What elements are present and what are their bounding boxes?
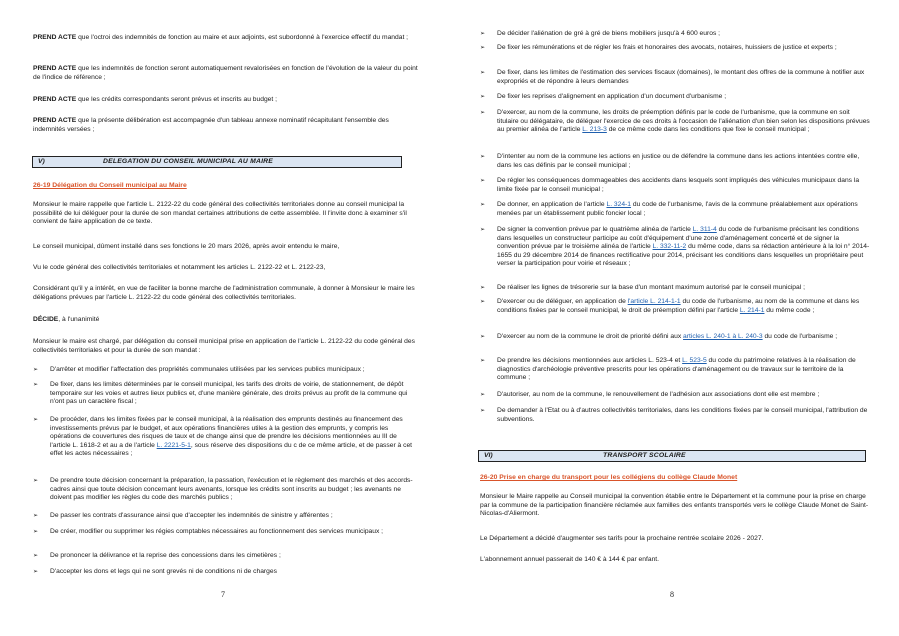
intro-paragraph: Monsieur le maire est chargé, par délégation du conseil municipal prise en application de l'article L. 2122-22 du code général des collectivités territoriales et pour la durée de son mandat : (33, 338, 415, 354)
law-link[interactable]: l'article L. 214-1-1 (627, 298, 681, 305)
list-item: ➢ De réaliser les lignes de trésorerie sur la base d'un montant maximum autorisé par le conseil municipal ; (480, 284, 805, 291)
list-item: ➢ D'accepter les dons et legs qui ne sont grevés ni de conditions ni de charges (33, 568, 277, 575)
list-item: ➢ D'arrêter et modifier l'affectation des propriétés communales utilisées par les services publics municipaux ; (33, 366, 365, 373)
list-item: ➢ De régler les conséquences dommageables des accidents dans lesquels sont impliqués des véhicules municipaux dans la limite fixée par le conseil municipal ; (480, 177, 860, 193)
bullet-arrow-icon: ➢ (480, 45, 486, 51)
list-item: ➢ De fixer les rémunérations et de régler les frais et honoraires des avocats, notaires, huissiers de justice et experts ; (480, 44, 837, 51)
list-item: ➢ De signer la convention prévue par le quatrième alinéa de l'article L. 311-4 du code de l'urbanisme précisant les conditions dans lesquelles un constructeur participe au coût d'équipement d'une zone d'aménagement concerté et de signer la convention prévue par le troisième alinéa de l'article L. 332-11-2 du même code, dans sa rédaction antérieure à la loi n° 2014-1655 du 29 décembre 2014 de finances rectificative pour 2014, précisant les conditions dans lesquelles un propriétaire peut verser la participation pour voirie et réseaux ; (480, 226, 870, 268)
bullet-arrow-icon: ➢ (480, 285, 486, 291)
list-item: ➢ D'exercer au nom de la commune le droit de priorité défini aux articles L. 240-1 à L. 240-3 du code de l'urbanisme ; (480, 333, 838, 340)
decide-line: DÉCIDE, à l'unanimité (33, 316, 100, 323)
list-item: ➢ De décider l'aliénation de gré à gré de biens mobiliers jusqu'à 4 600 euros ; (480, 30, 721, 37)
section-header-delegation (32, 156, 402, 168)
bullet-arrow-icon: ➢ (33, 367, 39, 373)
bullet-arrow-icon: ➢ (480, 202, 486, 208)
page-number: 7 (221, 590, 225, 599)
section-title: TRANSPORT SCOLAIRE (603, 452, 686, 459)
list-item: ➢ De créer, modifier ou supprimer les régies comptables nécessaires au fonctionnement des services municipaux ; (33, 528, 384, 535)
bullet-arrow-icon: ➢ (480, 358, 486, 364)
bullet-arrow-icon: ➢ (480, 227, 486, 233)
law-link[interactable]: L. 214-1 (739, 306, 765, 314)
bullet-arrow-icon: ➢ (480, 334, 486, 340)
list-item: ➢ De procéder, dans les limites fixées par le conseil municipal, à la réalisation des emprunts destinés au financement des investissements prévus par le budget, et aux opérations financières utiles à la gestion des emprunts, y compris les opérations de couvertures des risques de taux et de change ainsi que de prendre les décisions mentionnées au III de l'article L. 1618-2 et au a de l'article L. 2221-5-1, sous réserve des dispositions du c de ce même article, et de passer à cet effet les actes nécessaires ; (33, 416, 413, 458)
list-item: ➢ D'exercer, au nom de la commune, les droits de préemption définis par le code de l'urbanisme, que la commune en soit titulaire ou délégataire, de déléguer l'exercice de ces droits à l'occasion de l'aliénation d'un bien selon les dispositions prévues au premier alinéa de l'article L. 213-3 de ce même code dans les conditions que fixe le conseil municipal ; (480, 109, 870, 134)
body-paragraph: Monsieur le Maire rappelle au Conseil municipal la convention établie entre le Département et la commune pour la prise en charge par la commune de la participation financière réclamée aux familles des enfants transportés vers le collège Claude Monet de Saint-Nicolas-d'Aliermont. (480, 493, 869, 518)
page-number: 8 (670, 590, 674, 599)
intro-paragraph: Monsieur le maire rappelle que l'article L. 2122-22 du code général des collectivités territoriales donne au conseil municipal la possibilité de lui déléguer pour la durée de son mandat certaines attributions de cette assemblée. Il l'invite donc à examiner s'il convient de faire application de ce texte. (33, 201, 407, 226)
prend-acte-paragraph: PREND ACTE que l'octroi des indemnités de fonction au maire et aux adjoints, est subordonné à l'exercice effectif du mandat ; (33, 34, 409, 41)
bullet-arrow-icon: ➢ (480, 392, 486, 398)
prend-acte-paragraph: PREND ACTE que la présente délibération est accompagnée d'un tableau annexe nominatif récapitulant l'ensemble des indemnités versées ; (33, 117, 389, 133)
bullet-arrow-icon: ➢ (33, 553, 39, 559)
bullet-arrow-icon: ➢ (33, 569, 39, 575)
list-item: ➢ De demander à l'Etat ou à d'autres collectivités territoriales, dans les conditions fixées par le conseil municipal, l'attribution de subventions. (480, 407, 868, 423)
bullet-arrow-icon: ➢ (480, 94, 486, 100)
intro-paragraph: Vu le code général des collectivités territoriales et notamment les articles L. 2122-22 et L. 2122-23, (33, 264, 326, 271)
law-link[interactable]: L. 332-11-2 (652, 243, 687, 251)
law-link[interactable]: L. 523-5 (682, 357, 707, 364)
body-paragraph: L'abonnement annuel passerait de 140 € à 144 € par enfant. (480, 556, 660, 563)
law-link[interactable]: L. 311-4 (692, 226, 717, 233)
section-number: VI) (484, 452, 493, 459)
bullet-arrow-icon: ➢ (480, 408, 486, 414)
deliberation-heading: 26-19 Délégation du Conseil municipal au Maire (33, 182, 187, 189)
intro-paragraph: Le conseil municipal, dûment installé dans ses fonctions le 20 mars 2026, après avoir entendu le maire, (33, 243, 340, 250)
list-item: ➢ D'exercer ou de déléguer, en application de l'article L. 214-1-1 du code de l'urbanisme, au nom de la commune et dans les conditions fixées par le conseil municipal, le droit de préemption défini par l'article L. 214-1 du même code ; (480, 298, 860, 314)
section-title: DELEGATION DU CONSEIL MUNICIPAL AU MAIRE (103, 158, 273, 165)
list-item: ➢ De fixer, dans les limites de l'estimation des services fiscaux (domaines), le montant des offres de la commune à notifier aux expropriés et de répondre à leurs demandes (480, 69, 865, 85)
list-item: ➢ De passer les contrats d'assurance ainsi que d'accepter les indemnités de sinistre y afférentes ; (33, 512, 333, 519)
prend-acte-paragraph: PREND ACTE que les indemnités de fonction seront automatiquement revalorisées en fonction de l'évolution de la valeur du point de l'indice de référence ; (33, 65, 418, 81)
bullet-arrow-icon: ➢ (33, 513, 39, 519)
law-link[interactable]: articles L. 240-1 à L. 240-3 (683, 333, 763, 340)
page-7 (0, 0, 449, 636)
page-8 (450, 0, 899, 636)
bullet-arrow-icon: ➢ (480, 110, 486, 116)
bullet-arrow-icon: ➢ (480, 178, 486, 184)
body-paragraph: Le Département a décidé d'augmenter ses tarifs pour la prochaine rentrée scolaire 2026 - 2027. (480, 535, 764, 542)
law-link[interactable]: L. 324-1 (606, 201, 632, 208)
section-header-transport (478, 450, 866, 462)
list-item: ➢ De prendre les décisions mentionnées aux articles L. 523-4 et L. 523-5 du code du patrimoine relatives à la réalisation de diagnostics d'archéologie préventive prescrits pour les opérations d'aménagement ou de travaux sur le territoire de la commune ; (480, 357, 856, 382)
section-number: V) (38, 158, 45, 165)
prend-acte-paragraph: PREND ACTE que les crédits correspondants seront prévus et inscrits au budget ; (33, 96, 277, 103)
bullet-arrow-icon: ➢ (480, 31, 486, 37)
list-item: ➢ De fixer les reprises d'alignement en application d'un document d'urbanisme ; (480, 93, 727, 100)
list-item: ➢ De prendre toute décision concernant la préparation, la passation, l'exécution et le règlement des marchés et des accords-cadres ainsi que toute décision concernant leurs avenants, lorsque les crédits sont inscrits au budget ; les avenants ne doivent pas modifier les règles du code des marchés publics ; (33, 477, 413, 502)
bullet-arrow-icon: ➢ (480, 154, 486, 160)
bullet-arrow-icon: ➢ (33, 382, 39, 388)
bullet-arrow-icon: ➢ (33, 478, 39, 484)
law-link[interactable]: L. 2221-5-1 (156, 441, 191, 449)
law-link[interactable]: L. 213-3 (582, 126, 607, 134)
list-item: ➢ D'intenter au nom de la commune les actions en justice ou de défendre la commune dans les actions intentées contre elle, dans les cas définis par le conseil municipal ; (480, 153, 860, 169)
list-item: ➢ De donner, en application de l'article L. 324-1 du code de l'urbanisme, l'avis de la commune préalablement aux opérations menées par un établissement public foncier local ; (480, 201, 858, 217)
bullet-arrow-icon: ➢ (33, 529, 39, 535)
bullet-arrow-icon: ➢ (480, 299, 486, 305)
intro-paragraph: Considérant qu'il y a intérêt, en vue de faciliter la bonne marche de l'administration communale, à donner à Monsieur le maire les délégations prévues par l'article L. 2122-22 du code général des collectivités territoriales. (33, 285, 415, 301)
bullet-arrow-icon: ➢ (480, 70, 486, 76)
list-item: ➢ D'autoriser, au nom de la commune, le renouvellement de l'adhésion aux associations dont elle est membre ; (480, 391, 820, 398)
deliberation-heading: 26-20 Prise en charge du transport pour les collégiens du collège Claude Monet (480, 474, 738, 481)
bullet-arrow-icon: ➢ (33, 417, 39, 423)
list-item: ➢ De prononcer la délivrance et la reprise des concessions dans les cimetières ; (33, 552, 281, 559)
list-item: ➢ De fixer, dans les limites déterminées par le conseil municipal, les tarifs des droits de voirie, de stationnement, de dépôt temporaire sur les voies et autres lieux publics et, d'une manière générale, des droits prévus au profit de la commune qui n'ont pas un caractère fiscal ; (33, 381, 408, 406)
